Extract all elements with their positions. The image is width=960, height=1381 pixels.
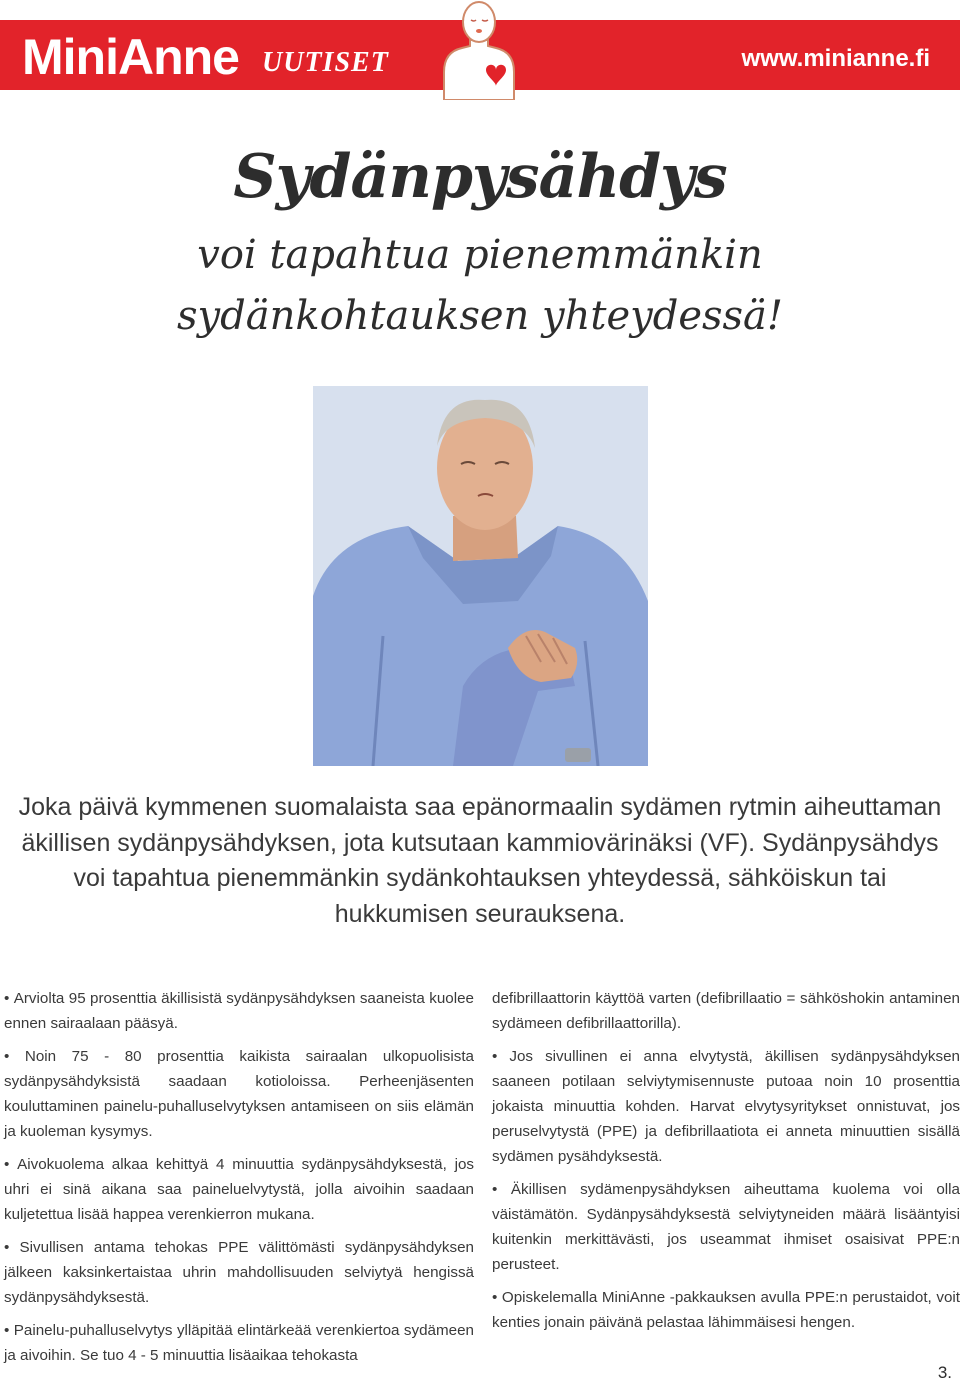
page-number: 3. [937, 1363, 952, 1381]
bullet-item: • Opiskelemalla MiniAnne -pakkauksen avulla PPE:n perustaidot, voit kenties jonain päivänä pelastaa lähimmäisesi hengen. [492, 1285, 960, 1335]
brand-name: MiniAnne [22, 29, 239, 85]
headline-subtitle-line1: voi tapahtua pienemmänkin [197, 232, 763, 278]
brand-subtitle: UUTISET [262, 47, 389, 78]
lead-paragraph: Joka päivä kymmenen suomalaista saa epänormaalin sydämen rytmin aiheuttaman äkillisen sydänpysähdyksen, jota kutsutaan kammiovärinäksi (VF). Sydänpysähdys voi tapahtua pienemmänkin sydänkohtauksen yhteydessä, sähköiskun tai hukkumisen seurauksena. [18, 793, 942, 928]
bullet-item: • Noin 75 - 80 prosenttia kaikista sairaalan ulkopuolisista sydänpysähdyksistä saadaan kotioloissa. Perheenjäsenten kouluttaminen painelu-puhalluselvytyksen antamiseen on siis elämän ja kuoleman kysymys. [4, 1044, 474, 1144]
right-column [492, 986, 960, 1343]
illustration-man-chest-pain [313, 386, 648, 766]
website-link[interactable]: www.minianne.fi [741, 45, 930, 72]
bullet-item: • Sivullisen antama tehokas PPE välittömästi sydänpysähdyksen jälkeen kaksinkertaistaa uhrin mahdollisuuden selviytyä hengissä sydänpysähdyksestä. [4, 1235, 474, 1310]
headline-subtitle-line2: sydänkohtauksen yhteydessä! [177, 293, 783, 339]
left-column [4, 986, 474, 1376]
bullet-item: • Arviolta 95 prosenttia äkillisistä sydänpysähdyksen saaneista kuolee ennen sairaalaan pääsyä. [4, 986, 474, 1036]
bullet-item: • Äkillisen sydämenpysähdyksen aiheuttama kuolema voi olla väistämätön. Sydänpysähdyksestä selviytyneiden määrä lisääntyisi kuitenkin merkittävästi, jos useammat ihmiset osaisivat PPE:n perusteet. [492, 1177, 960, 1277]
bullet-item: • Jos sivullinen ei anna elvytystä, äkillisen sydänpysähdyksen saaneen potilaan selviytymisennuste putoaa noin 10 prosenttia jokaista minuuttia kohden. Harvat elvytysyritykset onnistuvat, jos peruselvytystä (PPE) ja defibrillaatiota ei anneta minuuttien sisällä sydämen pysähdyksestä. [492, 1044, 960, 1169]
bullet-item: • Aivokuolema alkaa kehittyä 4 minuuttia sydänpysähdyksestä, jos uhri ei sinä aikana saa paineluelvytystä, jolla aivoihin saadaan kuljetettua lisää happea verenkierron mukana. [4, 1152, 474, 1227]
continuation-text: defibrillaattorin käyttöä varten (defibrillaatio = sähköshokin antaminen sydämeen defibrillaattorilla). [492, 990, 960, 1032]
minianne-mascot-logo [438, 0, 520, 100]
bullet-item: • Painelu-puhalluselvytys ylläpitää elintärkeää verenkiertoa sydämeen ja aivoihin. Se tuo 4 - 5 minuuttia lisäaikaa tehokasta [4, 1318, 474, 1368]
headline-title: Sydänpysähdys [233, 142, 727, 212]
